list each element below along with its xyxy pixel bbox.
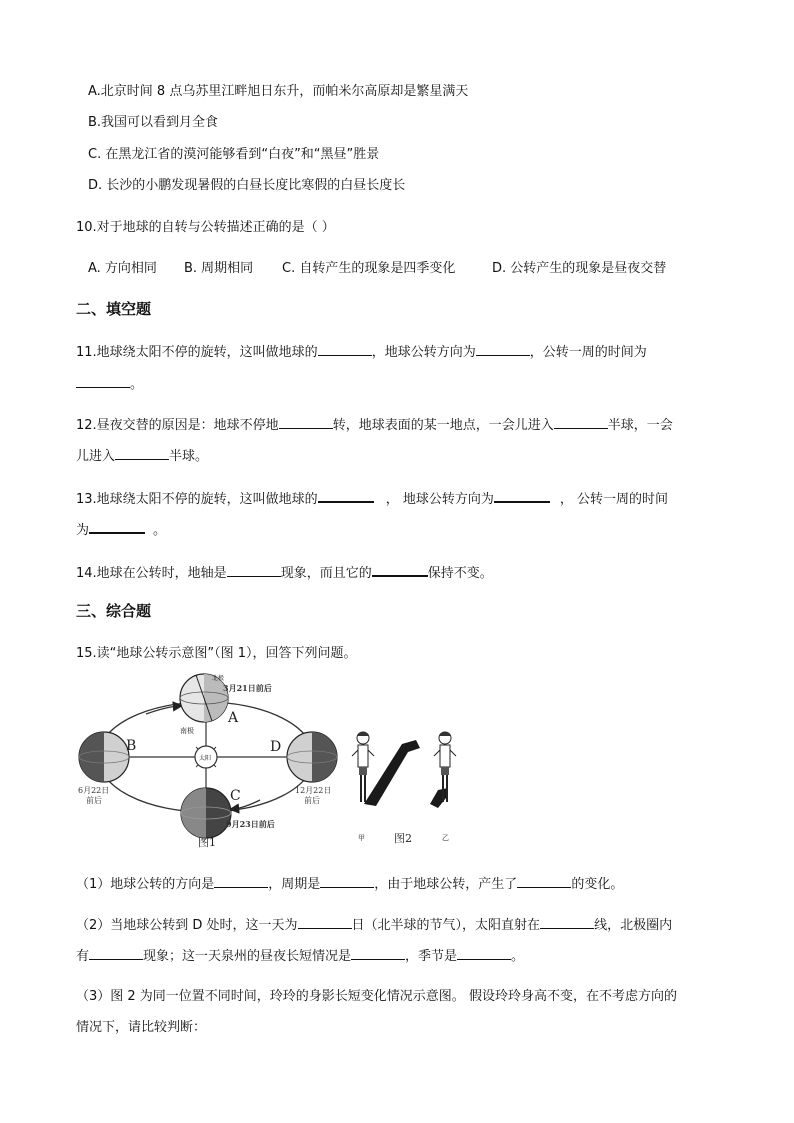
q15-sub2-text-3: 线，北极圈内: [594, 918, 673, 933]
q15-sub1-blank-2[interactable]: [320, 875, 374, 888]
q15-sub1-text-1: （1）地球公转的方向是: [76, 877, 215, 892]
q15-sub1-text-3: ，由于地球公转，产生了: [374, 877, 518, 892]
date-b-label-1: 6月22日: [78, 786, 110, 795]
q12-blank-2[interactable]: [554, 416, 608, 429]
q15-stem: 15.读“地球公转示意图”（图 1），回答下列问题。: [76, 646, 357, 661]
q15-sub2-blank-3[interactable]: [89, 947, 143, 960]
label-a: A: [228, 710, 239, 726]
q10-option-d: D. 公转产生的现象是昼夜交替: [492, 261, 667, 276]
q15-sub2-text-5: 现象；这一天泉州的昼夜长短情况是: [143, 949, 352, 964]
label-c: C: [230, 788, 241, 804]
label-d: D: [270, 739, 282, 755]
q12-text-3: 半球，一会: [607, 418, 673, 433]
q10-option-b: B. 周期相同: [184, 261, 254, 276]
q13-blank-3[interactable]: [89, 520, 145, 534]
q9-option-b: B.我国可以看到月全食: [88, 115, 219, 130]
q11-text-2: ，地球公转方向为: [371, 345, 476, 360]
q12-text-4: 儿进入: [76, 449, 116, 464]
figure-earth-revolution: [76, 672, 476, 852]
section-title-fill-in: 二、填空题: [76, 300, 152, 318]
q14-blank-2[interactable]: [372, 563, 428, 577]
earth-b-icon: [79, 732, 129, 782]
q13-blank-2[interactable]: [494, 489, 550, 503]
q11-line2: [76, 375, 143, 394]
q13-text-4: 为: [76, 523, 90, 538]
q13-text-3: ， 公转一周的时间: [559, 492, 668, 507]
q15-sub2-text-4: 有: [76, 949, 90, 964]
q15-sub2-blank-4[interactable]: [351, 947, 405, 960]
q15-sub2-blank-1[interactable]: [298, 916, 352, 929]
q14-text-2: 现象，而且它的: [280, 566, 372, 581]
q15-sub2-line2: [76, 947, 524, 966]
q15-sub2-text-7: 。: [511, 949, 525, 964]
q15-sub2-text-1: （2）当地球公转到 D 处时，这一天为: [76, 918, 298, 933]
q13-blank-1[interactable]: [318, 489, 374, 503]
q13-text-5: 。: [153, 523, 167, 538]
label-b: B: [126, 738, 137, 754]
q11-text-1: 11.地球绕太阳不停的旋转，这叫做地球的: [76, 345, 318, 360]
figure1-caption: 图1: [198, 836, 216, 849]
q12-line1: [76, 416, 673, 435]
section-title-comprehensive: 三、综合题: [76, 602, 152, 620]
q13-line1: [76, 489, 668, 509]
q10-option-a: A. 方向相同: [88, 261, 157, 276]
q15-sub2-text-2: 日（北半球的节气），太阳直射在: [351, 918, 541, 933]
q11-line1: [76, 343, 647, 362]
girl-long-shadow-illustration: [352, 732, 420, 806]
q12-text-5: 半球。: [169, 449, 209, 464]
q11-blank-3[interactable]: [76, 375, 130, 388]
q15-sub1: [76, 875, 623, 894]
sun-label: 太阳: [199, 755, 212, 762]
figure2-label-jia: 甲: [358, 834, 365, 842]
q13-text-1: 13.地球绕太阳不停的旋转，这叫做地球的: [76, 492, 318, 507]
q15-sub2-blank-2[interactable]: [540, 916, 594, 929]
q12-blank-3[interactable]: [115, 447, 169, 460]
date-a-label: 3月21日前后: [223, 683, 272, 693]
q12-text-2: 转，地球表面的某一地点，一会儿进入: [332, 418, 554, 433]
q15-sub3-line1: （3）图 2 为同一位置不同时间，玲玲的身影长短变化情况示意图。 假设玲玲身高不变，在不考虑方向的: [76, 989, 677, 1004]
north-pole-label: 北极: [212, 675, 225, 682]
q11-blank-2[interactable]: [476, 343, 530, 356]
date-d-label-2: 前后: [304, 796, 320, 805]
q12-text-1: 12.昼夜交替的原因是：地球不停地: [76, 418, 279, 433]
q15-sub1-text-2: ，周期是: [268, 877, 321, 892]
q11-text-3: ，公转一周的时间为: [529, 345, 647, 360]
q13-line2: [76, 520, 166, 540]
q14-line: [76, 563, 493, 583]
q11-text-4: 。: [130, 377, 144, 392]
q9-option-d: D. 长沙的小鹏发现暑假的白昼长度比寒假的白昼长度长: [88, 178, 406, 193]
q10-options: [88, 260, 666, 278]
q15-sub2-blank-5[interactable]: [457, 947, 511, 960]
figure2-label-yi: 乙: [442, 834, 449, 842]
q9-option-a: A.北京时间 8 点乌苏里江畔旭日东升，而帕米尔高原却是繁星满天: [88, 84, 469, 99]
girl-short-shadow-illustration: [430, 732, 456, 808]
date-d-label-1: 12月22日: [295, 786, 332, 795]
figure2-caption: 图2: [394, 832, 412, 845]
q15-sub1-text-4: 的变化。: [571, 877, 624, 892]
q14-text-1: 14.地球在公转时，地轴是: [76, 566, 227, 581]
q15-sub2-text-6: ，季节是: [405, 949, 458, 964]
q12-line2: [76, 447, 208, 466]
date-b-label-2: 前后: [86, 796, 102, 805]
q14-blank-1[interactable]: [227, 564, 281, 577]
q15-sub1-blank-3[interactable]: [517, 875, 571, 888]
q14-text-3: 保持不变。: [427, 566, 493, 581]
q15-sub2-line1: [76, 916, 672, 935]
q10-option-c: C. 自转产生的现象是四季变化: [282, 261, 456, 276]
q9-option-c: C. 在黑龙江省的漠河能够看到“白夜”和“黑昼”胜景: [88, 147, 380, 162]
q13-text-2: ， 地球公转方向为: [385, 492, 494, 507]
q15-sub3-line2: 情况下，请比较判断：: [76, 1020, 207, 1035]
date-c-label: 9月23日前后: [226, 819, 275, 829]
q11-blank-1[interactable]: [318, 343, 372, 356]
q15-sub1-blank-1[interactable]: [214, 875, 268, 888]
earth-d-icon: [287, 732, 337, 782]
south-pole-label: 南极: [180, 727, 194, 735]
q12-blank-1[interactable]: [279, 416, 333, 429]
earth-c-icon: [181, 788, 231, 838]
q10-stem: 10.对于地球的自转与公转描述正确的是（ ）: [76, 220, 335, 235]
